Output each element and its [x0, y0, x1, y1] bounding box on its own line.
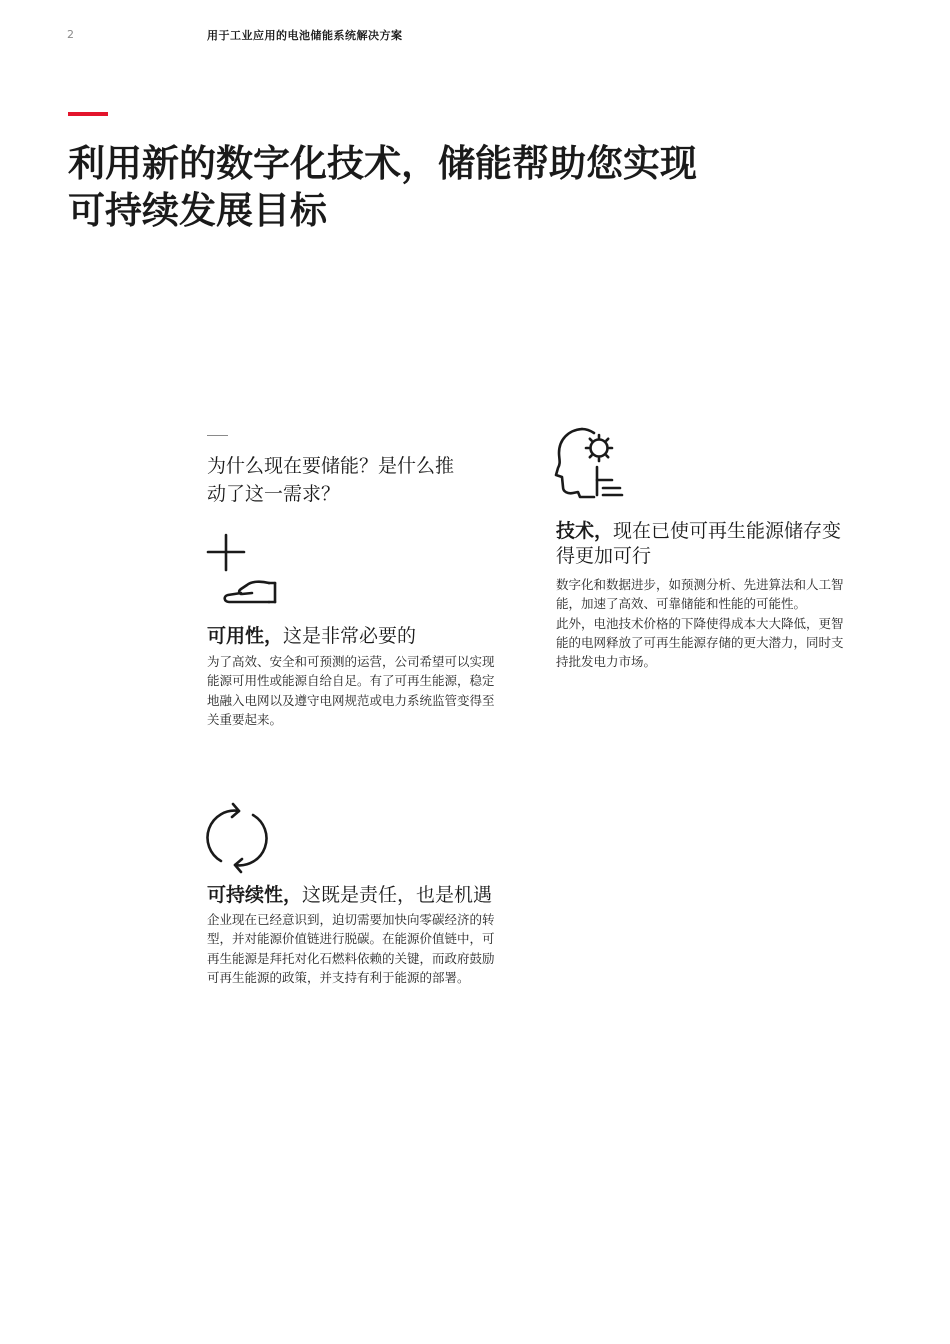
refresh-cycle-icon: [205, 802, 269, 874]
sustainability-body-line: 企业现在已经意识到，迫切需要加快向零碳经济的转: [207, 912, 495, 927]
technology-body: [556, 575, 886, 671]
intro-question-line-2: 动了这一需求？: [207, 483, 341, 505]
technology-body-line: 能，加速了高效、可靠储能和性能的可能性。: [556, 596, 807, 612]
divider: [207, 435, 228, 436]
technology-heading-rest-line-2: 得更加可行: [556, 545, 652, 567]
availability-heading-bold: 可用性，: [207, 625, 284, 647]
page-number: 2: [67, 28, 74, 41]
availability-body-line: 为了高效、安全和可预测的运营，公司希望可以实现: [207, 654, 495, 669]
page-title: [68, 140, 828, 234]
accent-bar: [68, 112, 108, 116]
intro-question: [207, 452, 507, 508]
sustainability-body-line: 再生能源是拜托对化石燃料依赖的关键，而政府鼓励: [207, 950, 495, 966]
availability-heading: [207, 624, 527, 649]
technology-body-line: 持批发电力市场。: [556, 654, 657, 670]
running-title: 用于工业应用的电池储能系统解决方案: [207, 29, 403, 42]
technology-heading-rest-line-1: 现在已使可再生能源储存变: [613, 520, 842, 542]
sustainability-heading-rest: 这既是责任，也是机遇: [302, 884, 493, 906]
availability-body: [207, 652, 527, 729]
intro-question-line-1: 为什么现在要储能？是什么推: [207, 455, 455, 477]
availability-body-line: 关重要起来。: [207, 711, 283, 727]
sustainability-heading: [207, 883, 527, 908]
technology-heading: [556, 519, 886, 569]
plus-hand-icon: [205, 532, 281, 608]
sustainability-body-line: 型，并对能源价值链进行脱碳。在能源价值链中，可: [207, 931, 495, 947]
technology-body-line: 数字化和数据进步，如预测分析、先进算法和人工智: [556, 577, 844, 592]
page-title-line-1: 利用新的数字化技术，储能帮助您实现: [68, 142, 697, 185]
head-gear-icon: [554, 426, 626, 502]
technology-heading-bold: 技术，: [556, 520, 614, 542]
sustainability-body-line: 可再生能源的政策，并支持有利于能源的部署。: [207, 969, 470, 985]
technology-body-line: 能的电网释放了可再生能源存储的更大潜力，同时支: [556, 634, 844, 650]
sustainability-heading-bold: 可持续性，: [207, 884, 303, 906]
page-title-line-2: 可持续发展目标: [68, 189, 327, 232]
availability-body-line: 能源可用性或能源自给自足。有了可再生能源，稳定: [207, 673, 495, 689]
availability-heading-rest: 这是非常必要的: [283, 625, 417, 647]
availability-body-line: 地融入电网以及遵守电网规范或电力系统监管变得至: [207, 692, 495, 708]
technology-body-line: 此外，电池技术价格的下降使得成本大大降低，更智: [556, 615, 844, 631]
sustainability-body: [207, 910, 527, 987]
